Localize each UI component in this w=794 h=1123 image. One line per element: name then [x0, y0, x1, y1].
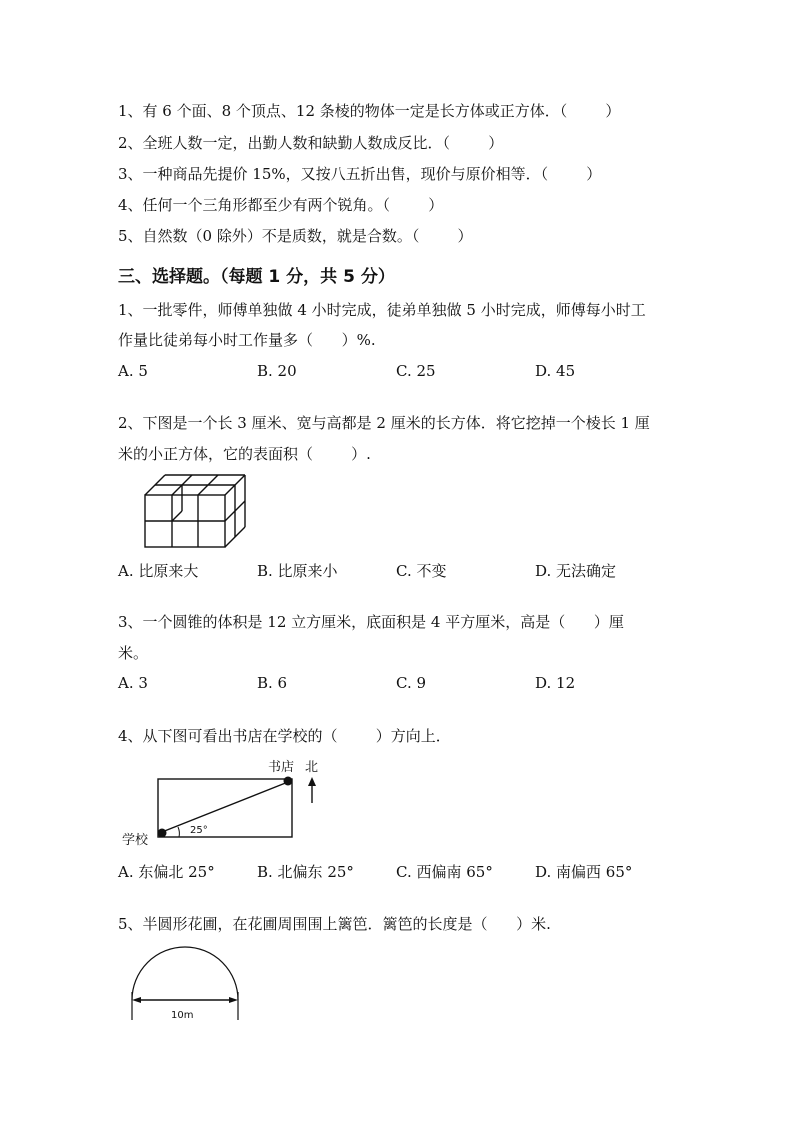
- truefalse-item-2: 2、全班人数一定，出勤人数和缺勤人数成反比．（ ）: [118, 134, 504, 152]
- q3-option-b: B. 6: [257, 674, 288, 692]
- school-label: 学校: [122, 833, 149, 848]
- q4-line-1: 4、从下图可看出书店在学校的（ ）方向上．: [118, 727, 451, 745]
- q3-option-a: A. 3: [118, 674, 148, 692]
- q4-option-c: C. 西偏南 65°: [396, 863, 493, 881]
- q1-option-b: B. 20: [257, 362, 297, 380]
- q4-options: [118, 861, 718, 881]
- q1-line-1: 1、一批零件，师傅单独做 4 小时完成，徒弟单独做 5 小时完成，师傅每小时工: [118, 301, 646, 319]
- q1-line-2: 作量比徒弟每小时工作量多（ ）%.: [118, 331, 376, 349]
- q3-options: [118, 674, 718, 694]
- bookstore-label: 书店: [268, 760, 295, 775]
- truefalse-item-5: 5、自然数（0 除外）不是质数，就是合数。（ ）: [118, 227, 473, 245]
- q1-option-a: A. 5: [118, 362, 148, 380]
- q3-option-d: D. 12: [535, 674, 576, 692]
- q5-line-1: 5、半圆形花圃，在花圃周围围上篱笆．篱笆的长度是（ ）米.: [118, 915, 551, 933]
- diameter-label: 10m: [171, 1010, 194, 1021]
- q2-line-1: 2、下图是一个长 3 厘米、宽与高都是 2 厘米的长方体．将它挖掉一个棱长 1 厘: [118, 414, 650, 432]
- q4-option-a: A. 东偏北 25°: [118, 863, 215, 881]
- q2-line-2: 米的小正方体，它的表面积（ ）.: [118, 445, 371, 463]
- q2-option-b: B. 比原来小: [257, 562, 338, 580]
- section-title: 三、选择题。（每题 1 分，共 5 分）: [118, 267, 395, 287]
- direction-figure: [118, 755, 338, 850]
- truefalse-item-4: 4、任何一个三角形都至少有两个锐角。（ ）: [118, 196, 444, 214]
- q2-option-d: D. 无法确定: [535, 562, 617, 580]
- q2-options: [118, 560, 718, 580]
- angle-label: 25°: [190, 825, 208, 836]
- q4-option-d: D. 南偏西 65°: [535, 863, 633, 881]
- q3-option-c: C. 9: [396, 674, 427, 692]
- q1-options: [118, 362, 718, 382]
- q3-line-2: 米。: [118, 644, 149, 662]
- q2-option-a: A. 比原来大: [118, 562, 199, 580]
- semicircle-figure: [125, 945, 245, 1025]
- cuboid-figure: [140, 472, 260, 554]
- q2-option-c: C. 不变: [396, 562, 447, 580]
- north-label: 北: [305, 760, 319, 775]
- truefalse-item-3: 3、一种商品先提价 15%，又按八五折出售，现价与原价相等．（ ）: [118, 165, 602, 183]
- q1-option-c: C. 25: [396, 362, 436, 380]
- truefalse-item-1: 1、有 6 个面、8 个顶点、12 条棱的物体一定是长方体或正方体．（ ）: [118, 102, 621, 120]
- q4-option-b: B. 北偏东 25°: [257, 863, 354, 881]
- q1-option-d: D. 45: [535, 362, 576, 380]
- q3-line-1: 3、一个圆锥的体积是 12 立方厘米，底面积是 4 平方厘米，高是（ ）厘: [118, 613, 624, 631]
